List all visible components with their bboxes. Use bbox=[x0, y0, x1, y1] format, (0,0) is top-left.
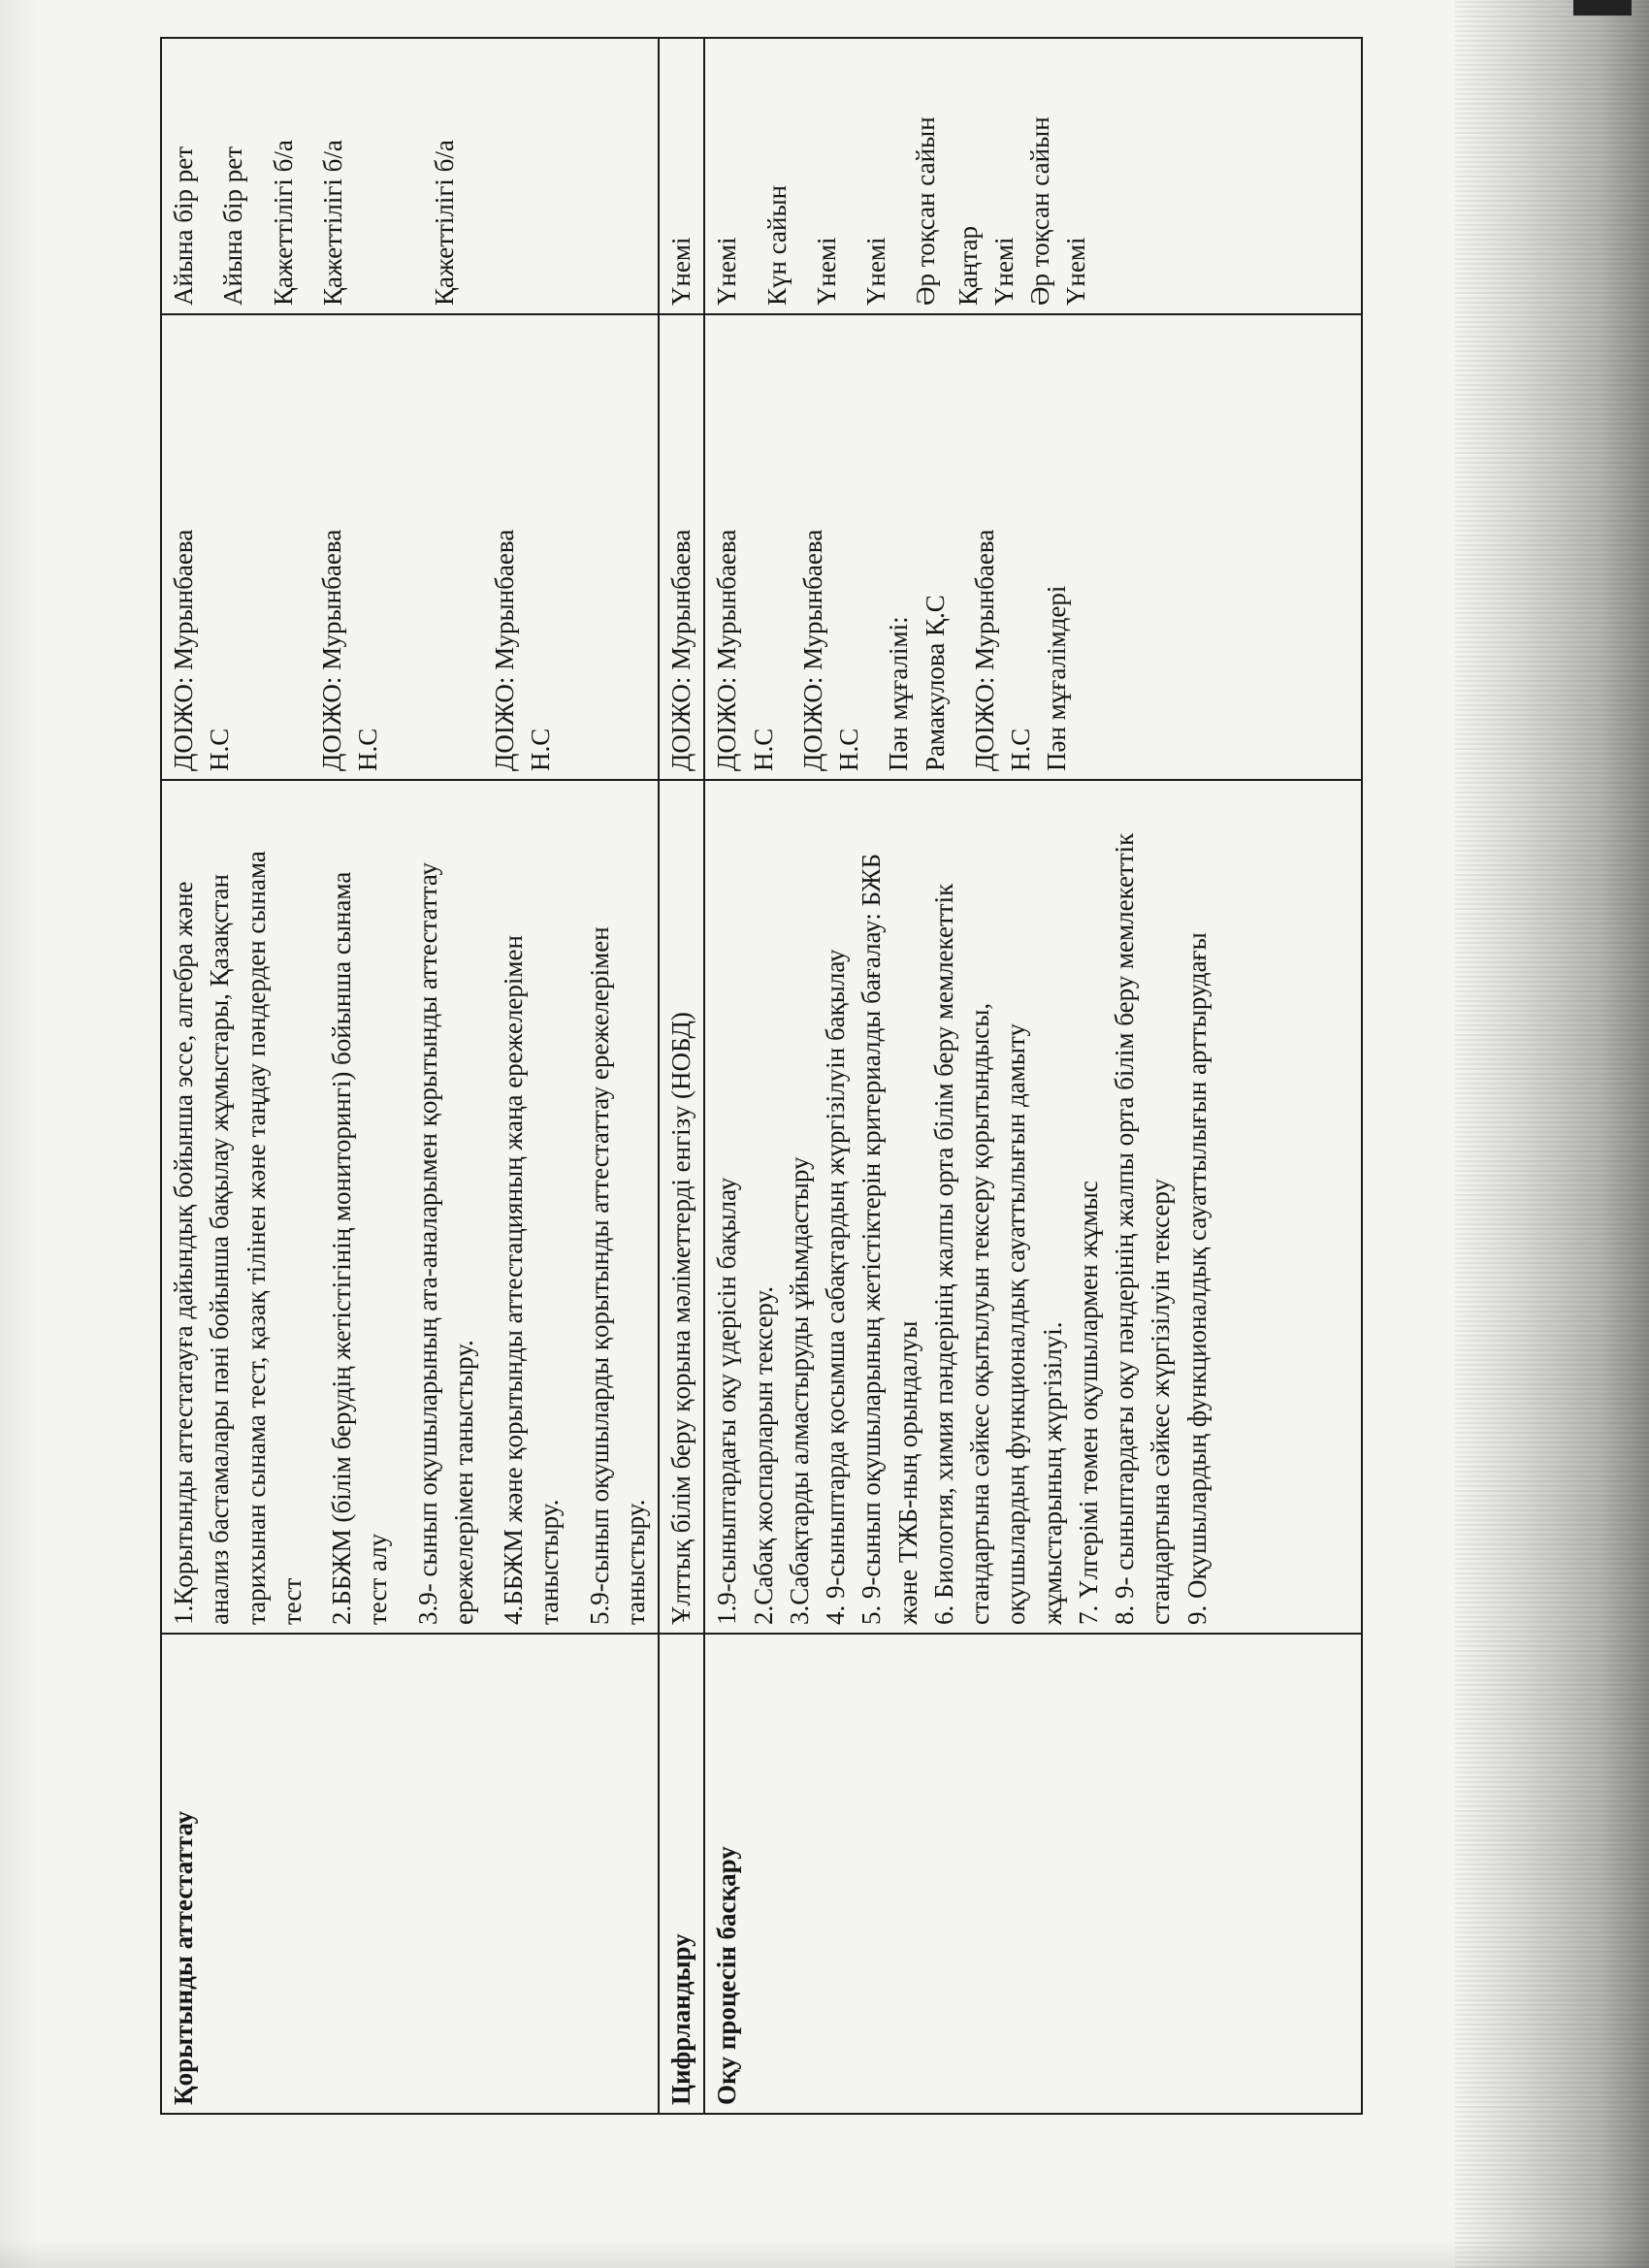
responsible-cell bbox=[704, 314, 1362, 780]
activity-line: 4. 9-сыныптарда қосымша сабақтардың жүргізілуін бақылау bbox=[821, 949, 850, 1625]
responsible-line: Н.С bbox=[352, 728, 382, 771]
timing-cell bbox=[659, 38, 704, 314]
timing-line: Үнемі bbox=[712, 237, 742, 306]
rotated-page bbox=[160, 39, 1363, 2115]
responsible-cell bbox=[161, 314, 659, 780]
responsible-line: Н.С bbox=[834, 728, 863, 771]
timing-line: Қажеттілігі б/а bbox=[317, 140, 347, 306]
activity-line: тест алу bbox=[363, 1533, 393, 1625]
direction-cell bbox=[704, 1634, 1362, 2114]
responsible-line: ДОІЖО: Мурынбаева bbox=[712, 529, 742, 771]
activity-line: және ТЖБ-ның орындалуы bbox=[892, 1320, 922, 1625]
activities-cell bbox=[161, 780, 659, 1634]
timing-line: Айына бір рет bbox=[169, 146, 198, 306]
timing-line: Қажеттілігі б/а bbox=[430, 140, 459, 306]
responsible-cell bbox=[659, 314, 704, 780]
activity-line: анализ бастамалары пәні бойынша бақылау жұмыстары, Қазақстан bbox=[205, 874, 235, 1625]
activities-cell bbox=[704, 780, 1362, 1634]
timing-line: Әр тоқсан сайын bbox=[911, 116, 941, 306]
activity-line: Ұлттық білім беру қорына мәліметтерді енгізу (НОБД) bbox=[666, 1012, 695, 1625]
responsible-line: ДОІЖО: Мурынбаева bbox=[490, 529, 519, 771]
table-row-final-attestation bbox=[161, 38, 659, 2114]
activity-line: 4.ББЖМ және қорытынды аттестацияның жаңа ережелерімен bbox=[499, 935, 528, 1625]
activity-line: стандартына сәйкес оқытылуын тексеру қорытындысы, bbox=[965, 1002, 994, 1625]
activity-line: оқушылардың функционалдық сауаттылығын дамыту bbox=[1001, 1023, 1031, 1625]
responsible-line: ДОІЖО: Мурынбаева bbox=[169, 529, 198, 771]
activity-line: 3.Сабақтарды алмастыруды ұйымдастыру bbox=[784, 1156, 814, 1625]
responsible-line: Н.С bbox=[1006, 728, 1035, 771]
timing-line: Күн сайын bbox=[761, 184, 792, 306]
activity-line: 6. Биология, химия пәндерінің жалпы орта білім беру мемлекеттік bbox=[928, 883, 958, 1625]
timing-line: Әр тоқсан сайын bbox=[1025, 116, 1054, 306]
timing-line: Үнемі bbox=[861, 237, 890, 306]
scan-noise-right bbox=[1455, 0, 1649, 2268]
scan-corner-mark bbox=[1573, 0, 1632, 16]
activity-line: 8. 9- сыныптардағы оқу пәндерінің жалпы орта білім беру мемлекеттік bbox=[1110, 832, 1139, 1625]
activity-line: 3.9- сынып оқушыларының ата-аналарымен қорытынды аттестаттау bbox=[412, 861, 442, 1625]
activity-line: ережелерімен таныстыру. bbox=[448, 1340, 478, 1625]
activity-line: тарихынан сынама тест, қазақ тілінен және таңдау пәндерден сынама bbox=[241, 851, 271, 1625]
responsible-line: Н.С bbox=[748, 728, 778, 771]
activity-line: 1.Қорытынды аттестатауға дайындық бойынша эссе, алгебра және bbox=[169, 881, 198, 1625]
responsible-line: ДОІЖО: Мурынбаева bbox=[969, 529, 999, 771]
timing-cell bbox=[161, 38, 659, 314]
scan-shadow-bottom bbox=[0, 2239, 1649, 2268]
table-row-learning-process bbox=[704, 38, 1362, 2114]
direction-label: Цифрландыру bbox=[666, 1933, 695, 2105]
plan-table bbox=[160, 37, 1363, 2115]
timing-line: Айына бір рет bbox=[218, 146, 248, 306]
activity-line: стандартына сәйкес жүргізілуін тексеру bbox=[1146, 1178, 1176, 1625]
activity-line: 7. Үлгерімі төмен оқушылармен жұмыс bbox=[1073, 1181, 1103, 1625]
timing-line: Үнемі bbox=[811, 237, 841, 306]
timing-line: Үнемі bbox=[1061, 237, 1091, 306]
responsible-line: Н.С bbox=[205, 728, 235, 771]
responsible-line: ДОІЖО: Мурынбаева bbox=[666, 529, 695, 771]
table-row-digitalization bbox=[659, 38, 704, 2114]
responsible-line: Н.С bbox=[526, 728, 556, 771]
activity-line: тест bbox=[276, 1577, 307, 1625]
activity-line: 1.9-сыныптардағы оқу үдерісін бақылау bbox=[712, 1177, 742, 1625]
activity-line: жұмыстарының жүргізілуі. bbox=[1037, 1321, 1067, 1625]
activities-cell bbox=[659, 780, 704, 1634]
timing-line: Қаңтар bbox=[953, 225, 983, 306]
activity-line: таныстыру. bbox=[620, 1499, 650, 1625]
responsible-line: Рамакулова Қ.С bbox=[920, 595, 950, 771]
responsible-line: Пән мұғалімі: bbox=[884, 616, 914, 771]
activity-line: таныстыру. bbox=[534, 1499, 565, 1625]
activity-line: 9. Оқушылардың функционалдық сауаттылығын арттырудағы bbox=[1181, 932, 1212, 1625]
activity-line: 2.Сабақ жоспарларын тексеру. bbox=[748, 1285, 778, 1625]
timing-line: Үнемі bbox=[988, 237, 1018, 306]
responsible-line: ДОІЖО: Мурынбаева bbox=[316, 529, 346, 771]
responsible-line: Пән мұғалімдері bbox=[1042, 585, 1072, 771]
activity-line: 5.9-сынып оқушыларды қорытынды аттестаттау ережелерімен bbox=[584, 926, 614, 1625]
direction-cell bbox=[161, 1634, 659, 2114]
responsible-line: ДОІЖО: Мурынбаева bbox=[797, 529, 827, 771]
direction-label: Оқу процесін басқару bbox=[712, 1846, 742, 2105]
activity-line: 2.ББЖМ (білім берудің жетістігінің мониторингі) бойынша сынама bbox=[327, 871, 356, 1625]
scan-shadow-left bbox=[0, 0, 39, 2268]
timing-cell bbox=[704, 38, 1362, 314]
direction-cell bbox=[659, 1634, 704, 2114]
direction-label: Қорытынды аттестаттау bbox=[169, 1810, 198, 2105]
timing-line: Үнемі bbox=[666, 237, 695, 306]
activity-line: 5. 9-сынып оқушыларының жетістіктерін критериалды бағалау: БЖБ bbox=[857, 853, 887, 1625]
timing-line: Қажеттілігі б/а bbox=[268, 140, 298, 306]
